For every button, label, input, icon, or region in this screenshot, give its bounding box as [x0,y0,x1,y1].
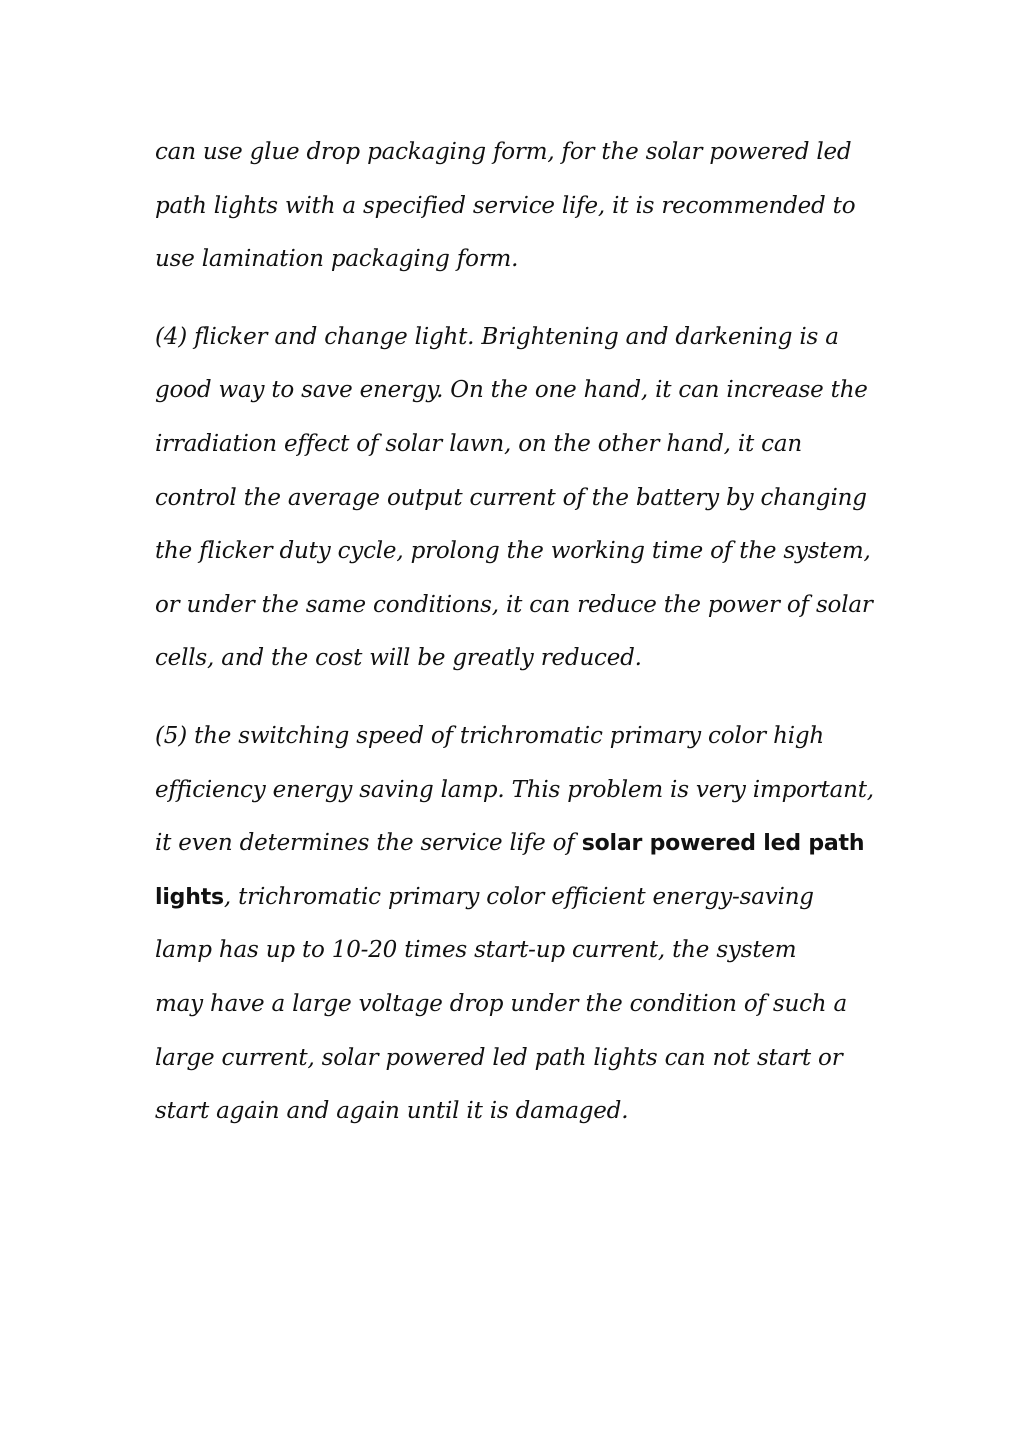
text-line: lamp has up to 10-20 times start-up current, the system [155,937,797,964]
text-line: cells, and the cost will be greatly reduced. [155,645,642,672]
paragraph-2 [155,311,875,686]
text-line: use lamination packaging form. [155,246,519,273]
text-line: may have a large voltage drop under the condition of such a [155,990,848,1017]
text-line [155,871,875,925]
text-line: or under the same conditions, it can reduce the power of solar [155,591,873,618]
keyword-link-text: lights [155,884,224,910]
text-line: start again and again until it is damaged. [155,1098,629,1125]
text-line: can use glue drop packaging form, for the solar powered led [155,139,852,165]
keyword-link-text: solar powered led path [581,831,865,857]
text-line [155,817,875,871]
paragraph-1 [155,126,875,287]
text-line: (4) flicker and change light. Brightening and darkening is a [155,323,839,350]
text-line: control the average output current of the battery by changing [155,484,867,511]
text-line: path lights with a specified service life, it is recommended to [155,192,856,219]
text-segment: , trichromatic primary color efficient energy-saving [223,883,814,910]
paragraph-3 [155,710,875,1139]
text-line: (5) the switching speed of trichromatic primary color high [155,722,824,749]
text-line: irradiation effect of solar lawn, on the other hand, it can [155,430,802,457]
text-line: good way to save energy. On the one hand, it can increase the [155,377,868,404]
text-line: the flicker duty cycle, prolong the working time of the system, [155,538,871,565]
text-line: large current, solar powered led path lights can not start or [155,1044,843,1071]
text-segment: it even determines the service life of [155,830,582,857]
body-text [155,126,875,1163]
text-line: efficiency energy saving lamp. This problem is very important, [155,776,874,803]
